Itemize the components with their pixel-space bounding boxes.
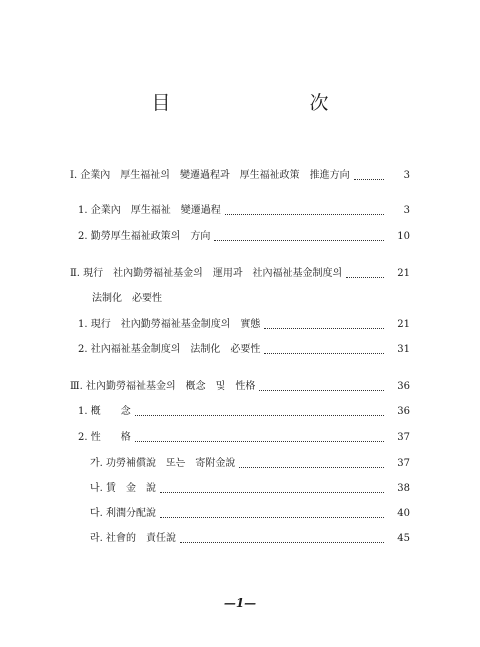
toc-entry-label: Ⅲ. 社內勤勞福祉基金의 槪念 및 性格 — [70, 381, 256, 392]
toc-page-number: 3 — [403, 205, 410, 216]
page-title: 目 次 — [151, 92, 389, 114]
toc-entry-3-1[interactable] — [78, 403, 410, 419]
toc-leader-dots — [264, 327, 384, 329]
toc-entry-label: 法制化 必要性 — [92, 293, 162, 304]
toc-entry-label: 1. 企業內 厚生福祉 變遷過程 — [78, 205, 221, 216]
toc-leader-dots — [239, 466, 384, 468]
toc-leader-dots — [354, 178, 384, 180]
toc-entry-label: 라. 社會的 責任說 — [90, 533, 177, 544]
toc-entry-2-1[interactable] — [78, 316, 410, 332]
toc-entry-label: 1. 槪 念 — [78, 406, 131, 417]
toc-entry-label: Ⅰ. 企業內 厚生福祉의 變遷過程과 厚生福祉政策 推進方向 — [70, 170, 350, 181]
page-number-footer: —1— — [223, 596, 257, 610]
toc-entry-label: 2. 勤勞厚生福祉政策의 方向 — [78, 231, 211, 242]
toc-page-number: 36 — [397, 406, 410, 417]
toc-leader-dots — [259, 389, 384, 391]
toc-entry-label: 가. 功勞補償說 또는 寄附金說 — [90, 458, 236, 469]
toc-leader-dots — [135, 414, 384, 416]
toc-page-number: 40 — [397, 508, 410, 519]
toc-entry-3-2-ga[interactable] — [90, 455, 410, 471]
toc-leader-dots — [160, 491, 384, 493]
toc-entry-label: Ⅱ. 現行 社內勤勞福祉基金의 運用과 社內福祉基金制度의 — [70, 268, 343, 279]
toc-leader-dots — [135, 440, 384, 442]
toc-page-number: 38 — [397, 483, 410, 494]
toc-page-number: 31 — [397, 344, 410, 355]
toc-page-number: 21 — [397, 319, 410, 330]
toc-entry-3-2-ra[interactable] — [90, 530, 410, 546]
toc-entry-3-2-na[interactable] — [90, 480, 410, 496]
toc-entry-label: 1. 現行 社內勤勞福祉基金制度의 實態 — [78, 319, 261, 330]
toc-entry-chapter-2-continued — [92, 290, 432, 306]
toc-leader-dots — [346, 276, 384, 278]
toc-leader-dots — [264, 352, 384, 354]
toc-page-number: 10 — [397, 231, 410, 242]
toc-entry-label: 나. 賃 金 說 — [90, 483, 157, 494]
toc-leader-dots — [225, 213, 384, 215]
toc-page-number: 21 — [397, 268, 410, 279]
toc-entry-chapter-3[interactable] — [70, 378, 410, 394]
toc-entry-2-2[interactable] — [78, 341, 410, 357]
toc-page-number: 37 — [397, 432, 410, 443]
toc-entry-3-2[interactable] — [78, 429, 410, 445]
toc-page-number: 36 — [397, 381, 410, 392]
toc-page-number: 3 — [403, 170, 410, 181]
toc-leader-dots — [180, 541, 384, 543]
toc-entry-label: 다. 利潤分配說 — [90, 508, 157, 519]
toc-leader-dots — [214, 239, 384, 241]
toc-entry-3-2-da[interactable] — [90, 505, 410, 521]
toc-entry-label: 2. 性 格 — [78, 432, 131, 443]
toc-entry-chapter-1[interactable] — [70, 167, 410, 183]
toc-entry-1-2[interactable] — [78, 228, 410, 244]
toc-page-number: 37 — [397, 458, 410, 469]
toc-entry-label: 2. 社內福祉基金制度의 法制化 必要性 — [78, 344, 261, 355]
toc-entry-1-1[interactable] — [78, 202, 410, 218]
toc-leader-dots — [160, 516, 384, 518]
toc-page-number: 45 — [397, 533, 410, 544]
toc-entry-chapter-2[interactable] — [70, 265, 410, 281]
